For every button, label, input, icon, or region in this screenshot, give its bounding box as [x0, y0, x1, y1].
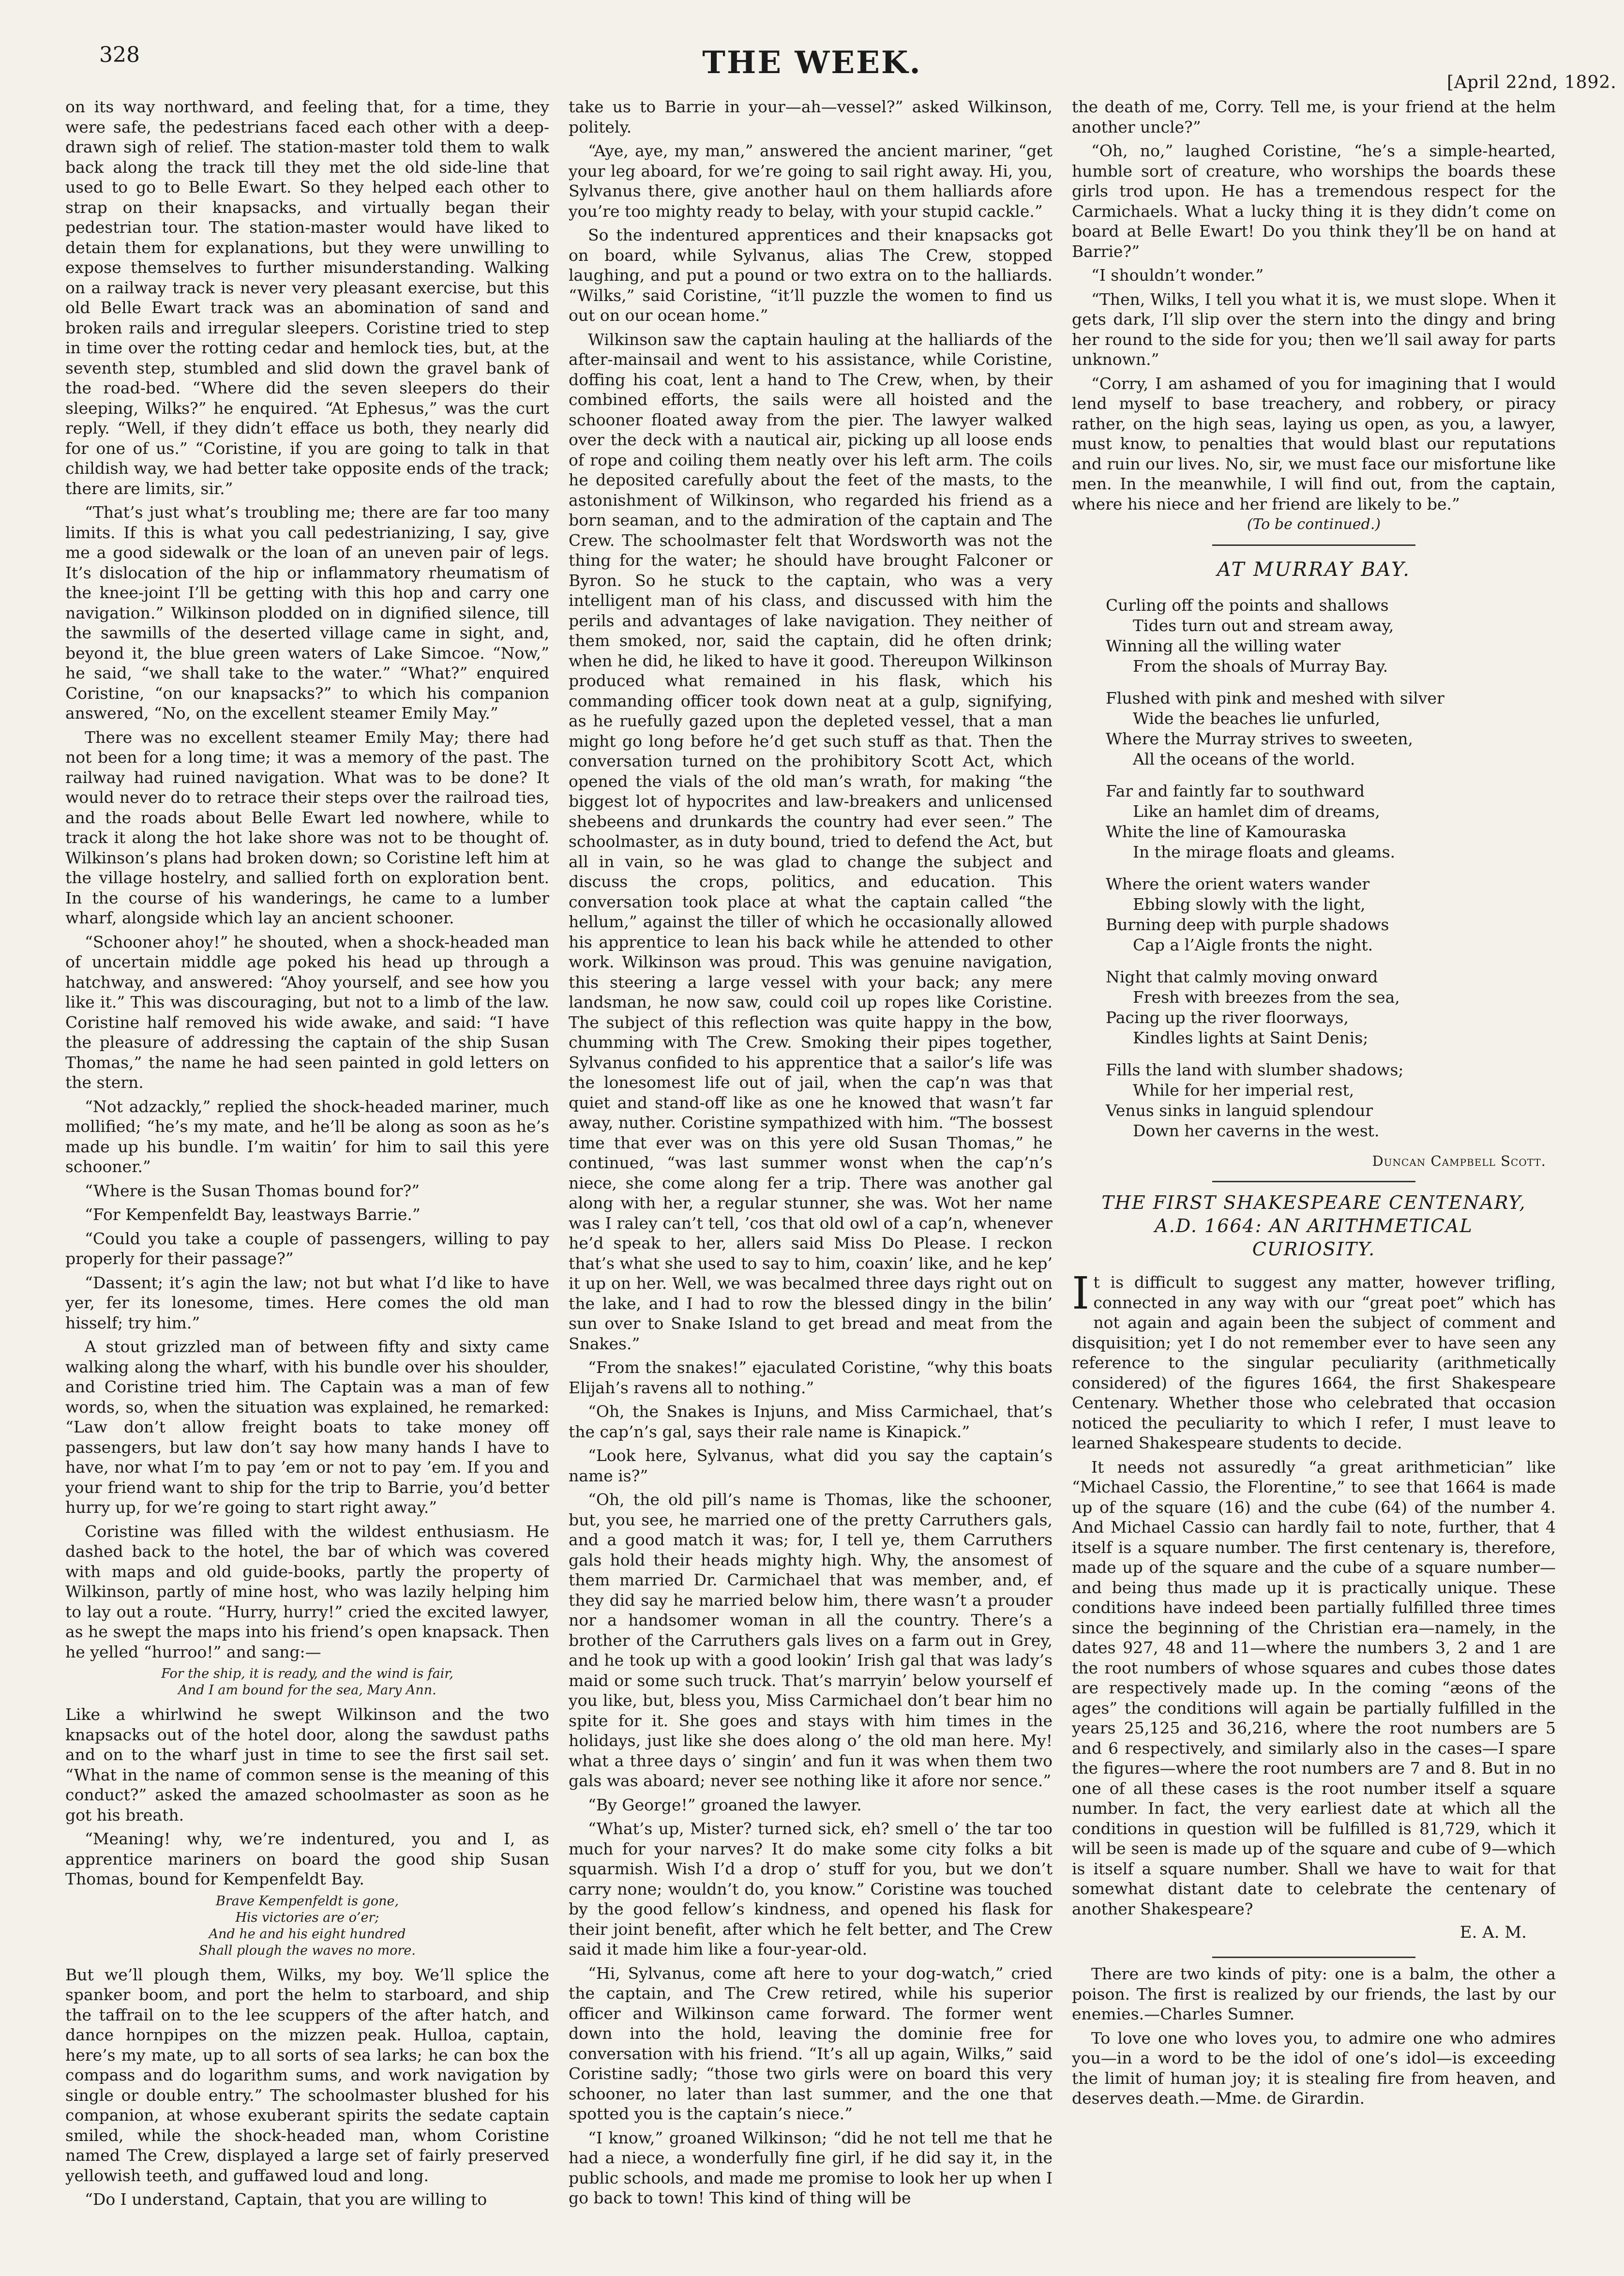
quotation: There are two kinds of pity: one is a balm, the other a poison. The first is realized by our friends, the last by our enemies.—Charles Sumner. — [1072, 1964, 1556, 2023]
poem-line: Down her caverns in the west. — [1133, 1121, 1380, 1140]
paragraph: “Dassent; it’s agin the law; not but what I’d like to have yer, fer its lonesome, times. Here comes the old man hisself; try him.” — [65, 1273, 549, 1332]
paragraph: “Where is the Susan Thomas bound for?” — [85, 1181, 420, 1200]
poem-line: Night that calmly moving onward — [1106, 967, 1378, 986]
song-verse — [65, 1893, 549, 1959]
poem-line: Ebbing slowly with the light, — [1133, 895, 1366, 914]
essay-paragraph: It needs not assuredly “a great arithmetician” like “Michael Cassio, the Florentine,” to see that 1664 is made up of the square (16) and the cube (64) of the number 4. And Michael Cassio can hardly fail to note, further, that 4 itself is a square number. The first centenary is, therefore, made up of the square and the cube of a square number—and being thus made up it is practically unique. These conditions have indeed been partially fulfilled three times since the beginning of the Christian era—namely, in the dates 927, 48 and 11—where the numbers 3, 2 and 1 are the root numbers of whose squares and cubes those dates are respectively made up. In the coming “æons of the ages” the conditions will again be partially fulfilled in the years 25,125 and 36,216, where the root numbers are 5 and 6 respectively, and similarly also in the cases—I spare the figures—where the root numbers are 7 and 8. But in no one of all these cases is the root number itself a square number. In fact, the very earliest date at which all the conditions in question will be fulfilled is 81,729, which it will be seen is made up of the square and cube of 9—which is itself a square number. Shall we have to wait for that somewhat distant date to celebrate the centenary of another Shakespeare? — [1072, 1457, 1556, 1918]
paragraph: “I shouldn’t wonder.” — [1091, 266, 1264, 285]
poem-line: From the shoals of Murray Bay. — [1133, 657, 1388, 676]
paragraph: Wilkinson saw the captain hauling at the halliards of the after-mainsail and went to his assistance, while Coristine, doffing his coat, lent a hand to The Crew, when, by their combined efforts, the sails were all hoisted and the schooner floated away from the pier. The lawyer walked over the deck with a nautical air, picking up all loose ends of rope and coiling them neatly over his left arm. The coils he deposited carefully about the feet of the masts, to the astonishment of Wilkinson, who regarded his friend as a born seaman, and to the admiration of the captain and The Crew. The schoolmaster felt that Wordsworth was not the thing for the water; he should have brought Falconer or Byron. So he stuck to the captain, who was a very intelligent man of his class, and discussed with him the perils and advantages of lake navigation. They neither of them smoked, nor, said the captain, did he often drink; when he did, he liked to have it good. Thereupon Wilkinson produced what remained in his flask, which his commanding officer took down neat at a gulp, signifying, as he ruefully gazed upon the depleted vessel, that a man might go long before he’d get such stuff as that. Then the conversation turned on the prohibitory Scott Act, which opened the vials of the old man’s wrath, for making “the biggest lot of hypocrites and law-breakers and unlicensed shebeens and drunkards the country had ever seen.” The schoolmaster, as in duty bound, tried to defend the Act, but all in vain, so he was glad to change the subject and discuss the crops, politics, and education. This conversation took place at what the captain called “the hellum,” against the tiller of which he occasionally allowed his apprentice to lean his back while he attended to other work. Wilkinson was proud. This was genuine navigation, this steering a large vessel with your back; any mere landsman, he now saw, could coil up ropes like Coristine. The subject of this reflection was quite happy in the bow, chumming with The Crew. Smoking their pipes together, Sylvanus confided to his apprentice that a sailor’s life was the lonesomest life out of jail, when the cap’n was that quiet and stand-off like as one he knowed that wasn’t far away, nuther. Coristine sympathized with him. “The bossest time that ever was on this yere old Susan Thomas,” he continued, “was last summer wonst when the cap’n’s niece, she come along fer a trip. There was another gal along with her, a regular stunner, she was. Wot her name was I raley can’t tell, ’cos that old owl of a cap’n, whenever he’d speak to her, allers said Miss Do Please. I reckon that’s what she used to say to him, coaxin’ like, and he kep’ it up on her. Well, we was becalmed three days right out on the lake, and I had to row the blessed dingy in the bilin’ sun over to Snake Island to get bread and meat from the Snakes.” — [569, 330, 1053, 1353]
poem-line: Tides turn out and stream away, — [1133, 616, 1394, 635]
paragraph: “Meaning! why, we’re indentured, you and I, as apprentice mariners on board the good ship Susan Thomas, bound for Kempenfeldt Bay. — [65, 1829, 549, 1888]
poem-line: Burning deep with purple shadows — [1106, 915, 1389, 934]
column-3 — [1072, 97, 1556, 2260]
poem-line: While for her imperial rest, — [1133, 1081, 1354, 1100]
paragraph: There was no excellent steamer Emily May; there had not been for a long time; it was a memory of the past. The railway had ruined navigation. What was to be done? It would never do to retrace their steps over the railroad ties, and the roads about Belle Ewart led nowhere, while to track it along the hot lake shore was not to be thought of. Wilkinson’s plans had broken down; so Coristine left him at the village hostelry, and sallied forth on exploration bent. In the course of his wanderings, he came to a lumber wharf, alongside which lay an ancient schooner. — [65, 727, 549, 927]
essay-signature: E. A. M. — [1459, 1923, 1527, 1942]
divider — [1212, 1181, 1415, 1182]
divider — [1212, 544, 1415, 546]
paragraph: So the indentured apprentices and their knapsacks got on board, while Sylvanus, alias The Crew, stopped laughing, and put a pound or two extra on to the halliards. “Wilks,” said Coristine, “it’ll puzzle the women to find us out on our ocean home.” — [569, 226, 1053, 325]
poem-stanza — [1106, 874, 1556, 955]
essay-title-line: CURIOSITY. — [1252, 1238, 1376, 1260]
poem-author: Duncan Campbell Scott. — [1372, 1153, 1546, 1169]
verse-line: And he and his eight hundred — [209, 1926, 406, 1942]
poem-line: White the line of Kamouraska — [1106, 822, 1347, 841]
column-1 — [65, 97, 549, 2260]
poem-stanza — [1106, 688, 1556, 769]
verse-line: For the ship, it is ready, and the wind is fair, — [161, 1666, 453, 1681]
paragraph: on its way northward, and feeling that, for a time, they were safe, the pedestrians faced each other with a deep-drawn sigh of relief. The station-master told them to walk back along the track till they met the old side-line that used to go to Belle Ewart. So they helped each other to strap on their knapsacks, and virtually began their pedestrian tour. The station-master would have liked to detain them for explanations, but they were unwilling to expose themselves to further misunderstanding. Walking on a railway track is never very pleasant exercise, but this old Belle Ewart track was an abomination of sand and broken rails and irregular sleepers. Coristine tried to step in time over the rotting cedar and hemlock ties, but, at the seventh step, stumbled and slid down the gravel bank of the road-bed. “Where did the seven sleepers do their sleeping, Wilks?” he enquired. “At Ephesus,” was the curt reply. “Well, if they didn’t efface us both, they nearly did for one of us.” “Coristine, if you are going to talk in that childish way, we had better take opposite ends of the track; there are limits, sir.” — [65, 97, 549, 498]
essay-title-line: THE FIRST SHAKESPEARE CENTENARY, — [1101, 1192, 1526, 1213]
paragraph: A stout grizzled man of between fifty and sixty came walking along the wharf, with his bundle over his shoulder, and Coristine tried him. The Captain was a man of few words, so, when the situation was explained, he remarked: “Law don’t allow freight boats to take money off passengers, but law don’t say how many hands I have to have, nor what I’m to pay ’em or not to pay ’em. If you and your friend want to ship for the trip to Barrie, you’d better hurry up, for we’re going to start right away.” — [65, 1337, 549, 1517]
verse-line: Brave Kempenfeldt is gone, — [215, 1893, 399, 1909]
paragraph: “Not adzackly,” replied the shock-headed mariner, much mollified; “he’s my mate, and he’ll be along as soon as he’s made up his bundle. I’m waitin’ for him to sail this yere schooner.” — [65, 1097, 549, 1176]
paragraph: “For Kempenfeldt Bay, leastways Barrie.” — [85, 1205, 421, 1224]
verse-line: His victories are o’er; — [235, 1910, 379, 1925]
paragraph: “Look here, Sylvanus, what did you say the captain’s name is?” — [569, 1446, 1053, 1485]
paragraph: “What’s up, Mister? turned sick, eh? smell o’ the tar too much for your narves? It do make some city folks a bit squarmish. Wish I’d a drop o’ stuff for you, but we don’t carry none; wouldn’t do, you know.” Coristine was touched by the good fellow’s kindness, and opened his flask for their joint benefit, after which he felt better, and The Crew said it made him like a four-year-old. — [569, 1819, 1053, 1959]
poem-stanza — [1106, 967, 1556, 1048]
poem-line: Like an hamlet dim of dreams, — [1133, 802, 1380, 821]
paragraph: But we’ll plough them, Wilks, my boy. We’ll splice the spanker boom, and port the helm to starboard, and ship the taffrail on to the lee scuppers of the after hatch, and dance hornpipes on the mizzen peak. Hulloa, captain, here’s my mate, up to all sorts of sea larks; he can box the compass and do logarithm sums, and work navigation by single or double entry.” The schoolmaster blushed for his companion, at whose exuberant spirits the sedate captain smiled, while the shock-headed man, whom Coristine named The Crew, displayed a large set of fairly preserved yellowish teeth, and guffawed loud and long. — [65, 1965, 549, 2185]
masthead-title: THE WEEK. — [702, 45, 922, 81]
paragraph: “Do I understand, Captain, that you are willing to — [85, 2190, 487, 2209]
paragraph: “From the snakes!” ejaculated Coristine, “why this boats Elijah’s ravens all to nothing.” — [569, 1358, 1053, 1397]
paragraph: “By George!” groaned the lawyer. — [588, 1795, 862, 1814]
poem-line: Winning all the willing water — [1106, 636, 1341, 655]
verse-line: And I am bound for the sea, Mary Ann. — [178, 1683, 436, 1698]
poem-line: Where the orient waters wander — [1106, 874, 1370, 893]
essay-title-line: A.D. 1664: AN ARITHMETICAL — [1155, 1215, 1473, 1236]
paragraph: “Oh, the Snakes is Injuns, and Miss Carmichael, that’s the cap’n’s gal, says their rale name is Kinapick.” — [569, 1402, 1053, 1441]
paragraph: “Schooner ahoy!” he shouted, when a shock-headed man of uncertain middle age poked his head up through a hatchway, and answered: “Ahoy yourself, and see how you like it.” This was discouraging, but not to a limb of the law. Coristine half removed his wide awake, and said: “I have the pleasure of addressing the captain of the ship Susan Thomas,” the name he had seen painted in gold letters on the stern. — [65, 932, 549, 1092]
divider — [1212, 1957, 1415, 1958]
poem-title: AT MURRAY BAY. — [1217, 558, 1411, 581]
poem-line: Kindles lights at Saint Denis; — [1133, 1028, 1368, 1047]
poem-line: In the mirage floats and gleams. — [1133, 843, 1396, 861]
quotation: To love one who loves you, to admire one who admires you—in a word to be the idol of one’s idol—is exceeding the limit of human joy; it is stealing fire from heaven, and deserves death.—Mme. de Girardin. — [1072, 2028, 1556, 2108]
verse-line: Shall plough the waves no more. — [199, 1943, 416, 1958]
paragraph: Like a whirlwind he swept Wilkinson and the two knapsacks out of the hotel door, along the sawdust paths and on to the wharf just in time to see the first sail set. “What in the name of common sense is the meaning of this conduct?” asked the amazed schoolmaster as soon as he got his breath. — [65, 1705, 549, 1824]
paragraph: “Oh, no,” laughed Coristine, “he’s a simple-hearted, humble sort of creature, who worships the boards these girls trod upon. He has a tremendous respect for the Carmichaels. What a lucky thing it is they didn’t come on board at Belle Ewart! Do you think they’ll be on hand at Barrie?” — [1072, 141, 1556, 261]
paragraph: “Could you take a couple of passengers, willing to pay properly for their passage?” — [65, 1229, 549, 1268]
poem-line: Far and faintly far to southward — [1106, 782, 1365, 800]
poem-line: Curling off the points and shallows — [1106, 596, 1389, 615]
paragraph: “Oh, the old pill’s name is Thomas, like the schooner, but, you see, he married one of the pretty Carruthers gals, and a good match it was; for, I tell ye, them Carruthers gals hold their heads mighty high. Why, the ansomest of them married Dr. Carmichael that was member, and, ef they did say he married below him, there wasn’t a prouder nor a handsomer woman in all the country. There’s a brother of the Carruthers gals lives on a farm out in Grey, and he took up with a good lookin’ Irish gal that was lady’s maid or some such truck. That’s marryin’ below yourself ef you like, but, bless you, Miss Carmichael don’t bear him no spite for it. She goes and stays with him times in the holidays, just like she does along o’ the old man here. My! what a three days o’ singin’ and fun it was when them two gals was aboard; never see nothing like it afore nor sence.” — [569, 1490, 1053, 1790]
paragraph: Coristine was filled with the wildest enthusiasm. He dashed back to the hotel, the bar of which was covered with maps and old guide-books, partly the property of Wilkinson, partly of mine host, who was lazily helping him to lay out a route. “Hurry, hurry!” cried the excited lawyer, as he swept the maps into his friend’s open knapsack. Then he yelled “hurroo!” and sang:— — [65, 1522, 549, 1661]
poem-line: Fills the land with slumber shadows; — [1106, 1060, 1404, 1079]
column-2 — [569, 97, 1053, 2260]
essay-title — [1072, 1191, 1556, 1261]
paragraph: “Then, Wilks, I tell you what it is, we must slope. When it gets dark, I’ll slip over the stern into the dingy and bring her round to the side for you; then we’ll sail away for parts unknown.” — [1072, 289, 1556, 369]
to-be-continued: (To be continued.) — [1247, 516, 1381, 533]
poem-stanza — [1106, 781, 1556, 862]
paragraph: “Aye, aye, my man,” answered the ancient mariner, “get your leg aboard, for we’re going to sail right away. Hi, you, Sylvanus there, give another haul on them halliards afore you’re too mighty ready to belay, with your stupid cackle.” — [569, 141, 1053, 221]
page-number: 328 — [99, 43, 140, 67]
paragraph: “That’s just what’s troubling me; there are far too many limits. If this is what you call pedestrianizing, I say, give me a good sidewalk or the loan of an uneven pair of legs. It’s dislocation of the hip or inflammatory rheumatism of the knee-joint I’ll be getting with this hop and carry one navigation.” Wilkinson plodded on in dignified silence, till the sawmills of the deserted village came in sight, and, beyond it, the blue green waters of Lake Simcoe. “Now,” he said, “we shall take to the water.” “What?” enquired Coristine, “on our knapsacks?” to which his companion answered, “No, on the excellent steamer Emily May.” — [65, 503, 549, 723]
poem-stanza — [1106, 1060, 1556, 1141]
issue-date: [April 22nd, 1892. — [1447, 73, 1617, 92]
poem-line: Pacing up the river floorways, — [1106, 1008, 1349, 1027]
poem-line: All the oceans of the world. — [1133, 750, 1355, 769]
paragraph: “I know,” groaned Wilkinson; “did he not tell me that he had a niece, a wonderfully fine girl, if he did say it, in the public schools, and made me promise to look her up when I go back to town! This kind of thing will be — [569, 2128, 1053, 2207]
paragraph: “Corry, I am ashamed of you for imagining that I would lend myself to base treachery, and robbery, or piracy rather, on the high seas, laying us open, as you, a lawyer, must know, to penalties that would blast our reputations and ruin our lives. No, sir, we must face our misfortune like men. In the meanwhile, I will find out, from the captain, where his niece and her friend are likely to be.” — [1072, 374, 1556, 513]
poem-line: Wide the beaches lie unfurled, — [1133, 709, 1381, 728]
essay-paragraph: It is difficult to suggest any matter, however trifling, connected in any way with our “great poet” which has not again and again been the subject of comment and disquisition; yet I do not remember ever to have seen any reference to the singular peculiarity (arithmetically considered) of the figures 1664, the first Shakespeare Centenary. Whether those who celebrated that occasion noticed the peculiarity to which I refer, I must leave to learned Shakespeare students to decide. — [1072, 1267, 1556, 1452]
poem-line: Cap a l’Aigle fronts the night. — [1133, 935, 1373, 954]
paragraph: the death of me, Corry. Tell me, is your friend at the helm another uncle?” — [1072, 97, 1556, 136]
poem-line: Fresh with breezes from the sea, — [1133, 988, 1400, 1007]
poem-line: Where the Murray strives to sweeten, — [1106, 729, 1413, 748]
poem-line: Venus sinks in languid splendour — [1106, 1101, 1373, 1120]
song-verse — [65, 1666, 549, 1699]
paragraph: “Hi, Sylvanus, come aft here to your dog-watch,” cried the captain, and The Crew retired, while his superior officer and Wilkinson came forward. The former went down into the hold, leaving the dominie free for conversation with his friend. “It’s all up again, Wilks,” said Coristine sadly; “those two girls were on board this very schooner, no later than last summer, and the one that spotted you is the captain’s niece.” — [569, 1963, 1053, 2123]
poem-stanza — [1106, 595, 1556, 677]
poem-line: Flushed with pink and meshed with silver — [1106, 689, 1444, 708]
paragraph: take us to Barrie in your—ah—vessel?” asked Wilkinson, politely. — [569, 97, 1053, 136]
